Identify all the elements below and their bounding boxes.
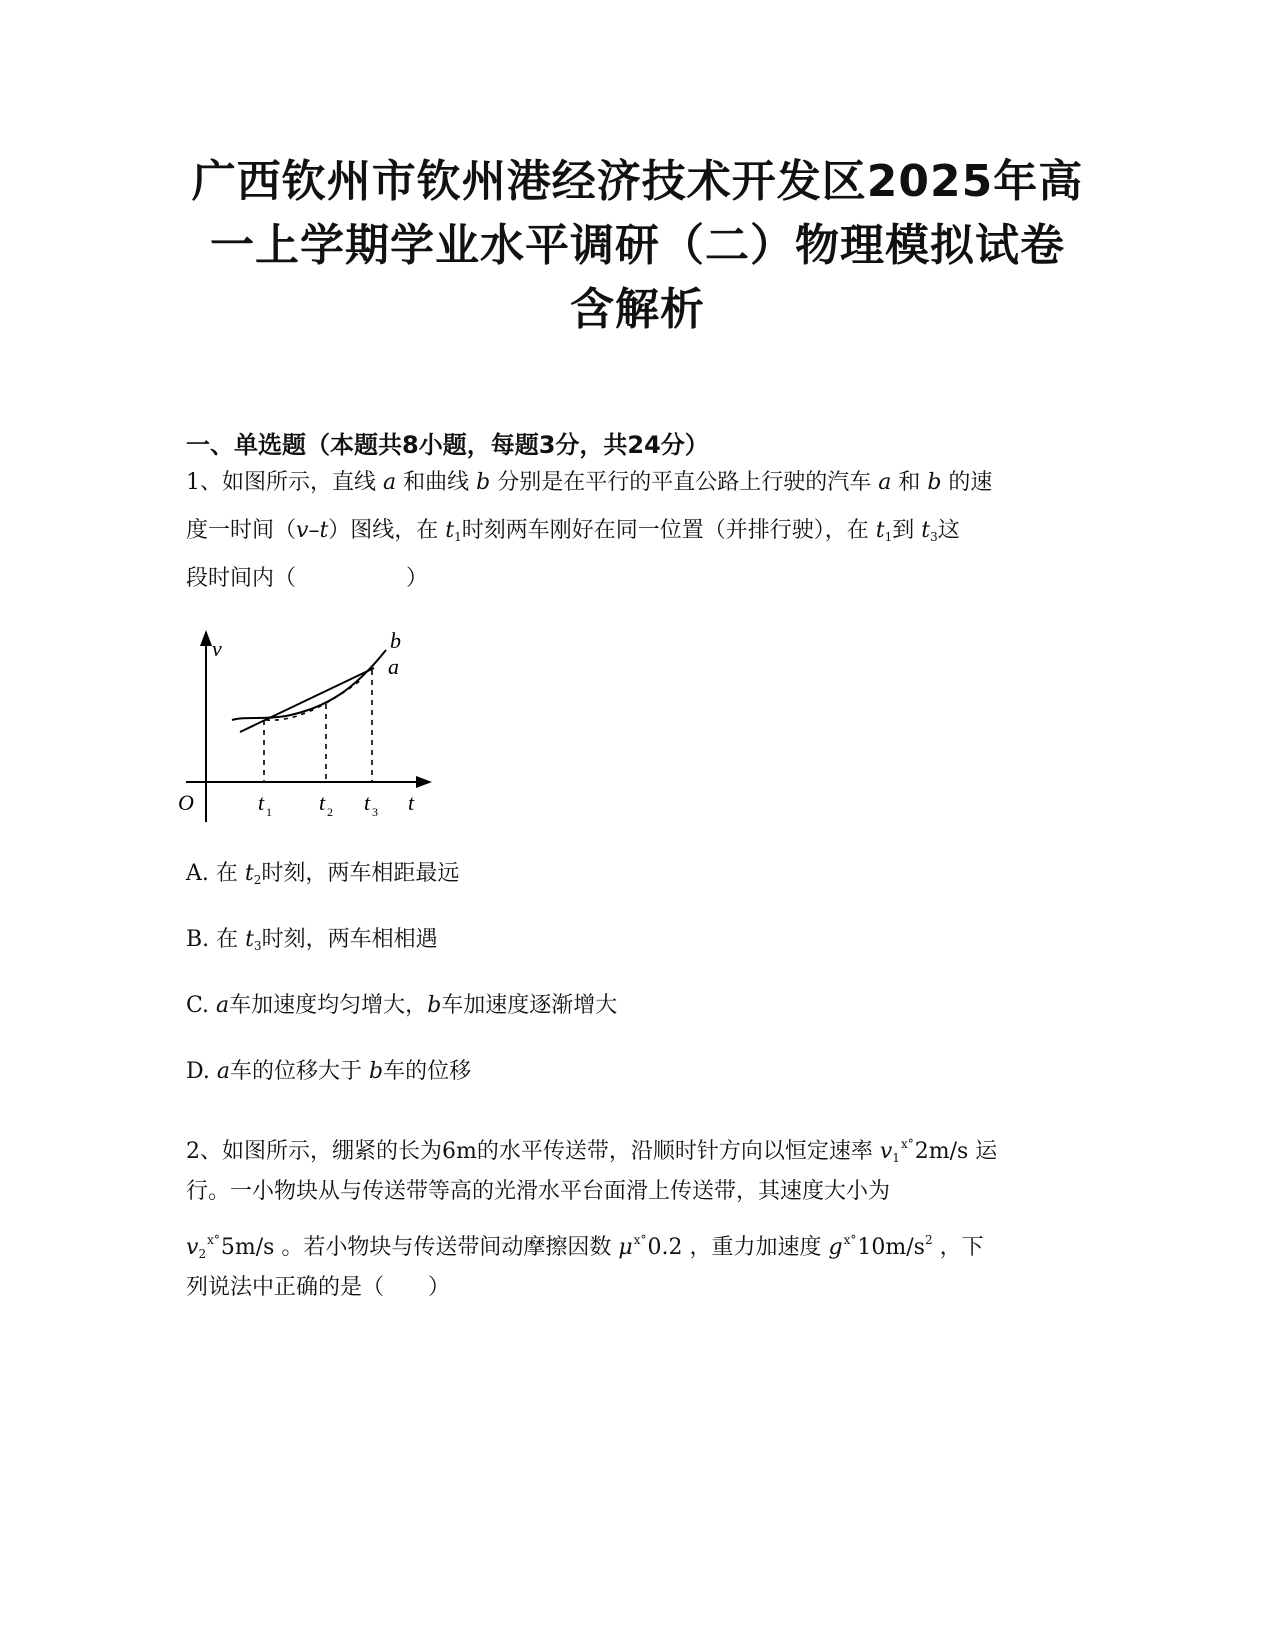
q1-var: t xyxy=(875,518,885,543)
v-axis-label: v xyxy=(212,636,222,661)
q1-text: 和曲线 xyxy=(396,470,477,495)
q1-var: v–t xyxy=(296,518,329,543)
option-a xyxy=(186,856,459,887)
q1-text: 度一时间（ xyxy=(186,518,297,543)
q1-text: 1、如图所示，直线 xyxy=(186,470,383,495)
option-text: D. xyxy=(186,1059,217,1084)
q2-line-4: 列说法中正确的是（ ） xyxy=(186,1275,451,1300)
option-text: 车加速度逐渐增大 xyxy=(441,993,618,1018)
document-title xyxy=(150,150,1125,342)
q2-var: μ xyxy=(618,1235,633,1260)
q1-line-3: 段时间内（ ） xyxy=(186,566,429,591)
q2-text: 2m/s 运 xyxy=(914,1139,998,1164)
option-text: C. xyxy=(186,993,217,1018)
q2-var: v xyxy=(879,1139,893,1164)
option-text: 时刻，两车相距最远 xyxy=(261,861,460,886)
q2-text: ，下 xyxy=(932,1235,984,1260)
q2-artifact: x° xyxy=(900,1137,914,1151)
q1-text: 这 xyxy=(937,518,960,543)
q2-artifact: x° xyxy=(843,1233,857,1247)
title-line-3: 含解析 xyxy=(570,284,705,335)
option-var: a xyxy=(216,1059,230,1084)
q2-text: 10m/s xyxy=(857,1235,925,1260)
option-d xyxy=(186,1054,471,1085)
q1-text: 的速 xyxy=(941,470,993,495)
curve-dashed xyxy=(266,680,361,720)
line-a xyxy=(240,668,374,732)
q2-line-1 xyxy=(186,1120,1086,1168)
q1-var: b xyxy=(927,470,942,495)
label-a: a xyxy=(388,654,399,679)
q1-var: b xyxy=(476,470,491,495)
q1-line-2 xyxy=(186,507,1086,555)
origin-label: O xyxy=(178,790,194,815)
section-heading: 一、单选题（本题共8小题，每题3分，共24分） xyxy=(186,431,709,459)
t3-subscript: 3 xyxy=(372,805,378,819)
option-subscript: 2 xyxy=(253,873,262,887)
q1-var: a xyxy=(383,470,397,495)
option-text: 车的位移大于 xyxy=(229,1059,369,1084)
option-text: B. 在 xyxy=(186,927,246,952)
q1-subscript: 1 xyxy=(454,530,462,544)
q2-artifact: x° xyxy=(207,1233,220,1247)
t1-label: t xyxy=(258,790,265,815)
t3-label: t xyxy=(364,790,371,815)
q1-line-1 xyxy=(186,459,1086,507)
q1-var: t xyxy=(921,518,931,543)
title-line-1: 广西钦州市钦州港经济技术开发区2025年高 xyxy=(191,156,1084,207)
option-var: t xyxy=(245,927,254,952)
option-c xyxy=(186,988,617,1019)
q1-subscript: 3 xyxy=(930,530,938,544)
title-line-2: 一上学期学业水平调研（二）物理模拟试卷 xyxy=(210,220,1065,271)
q2-line-3 xyxy=(186,1216,1086,1264)
q1-var: t xyxy=(445,518,455,543)
q1-subscript: 1 xyxy=(884,530,893,544)
option-text: 时刻，两车相相遇 xyxy=(261,927,438,952)
option-b xyxy=(186,922,438,953)
option-var: a xyxy=(216,993,230,1018)
q1-var: a xyxy=(878,470,892,495)
option-subscript: 3 xyxy=(254,939,262,953)
t-axis-arrowhead-icon xyxy=(416,776,432,788)
q1-text: 和 xyxy=(891,470,928,495)
q2-var: g xyxy=(828,1235,843,1260)
label-b: b xyxy=(390,628,401,653)
option-var: t xyxy=(244,861,254,886)
option-var: b xyxy=(427,993,442,1018)
question-1-stem xyxy=(186,459,1086,603)
q1-text: 分别是在平行的平直公路上行驶的汽车 xyxy=(490,470,879,495)
q1-text: 时刻两车刚好在同一位置（并排行驶），在 xyxy=(461,518,876,543)
t-axis-label: t xyxy=(408,790,415,815)
curve-b xyxy=(232,650,386,720)
vt-graph-figure xyxy=(176,628,466,870)
t2-subscript: 2 xyxy=(327,805,333,819)
q2-text: 2、如图所示，绷紧的长为6m的水平传送带，沿顺时针方向以恒定速率 xyxy=(186,1139,880,1164)
q1-text: 到 xyxy=(892,518,922,543)
q2-subscript: 1 xyxy=(892,1151,900,1165)
q2-var: v xyxy=(186,1235,199,1260)
q2-text: 5m/s 。若小物块与传送带间动摩擦因数 xyxy=(220,1235,619,1260)
t1-subscript: 1 xyxy=(266,805,272,819)
option-text: 车加速度均匀增大， xyxy=(229,993,428,1018)
q2-superscript: 2 xyxy=(924,1233,933,1247)
q2-line-2: 行。一小物块从与传送带等高的光滑水平台面滑上传送带，其速度大小为 xyxy=(186,1179,891,1204)
option-text: A. 在 xyxy=(186,861,245,886)
q2-subscript: 2 xyxy=(198,1247,207,1261)
option-text: 车的位移 xyxy=(383,1059,472,1084)
q2-text: 0.2 ，重力加速度 xyxy=(647,1235,829,1260)
v-axis-arrowhead-icon xyxy=(200,630,212,646)
q1-text: ）图线，在 xyxy=(328,518,446,543)
q2-artifact: x° xyxy=(633,1233,647,1247)
option-var: b xyxy=(368,1059,384,1084)
question-2-stem xyxy=(186,1120,1086,1312)
t2-label: t xyxy=(319,790,326,815)
